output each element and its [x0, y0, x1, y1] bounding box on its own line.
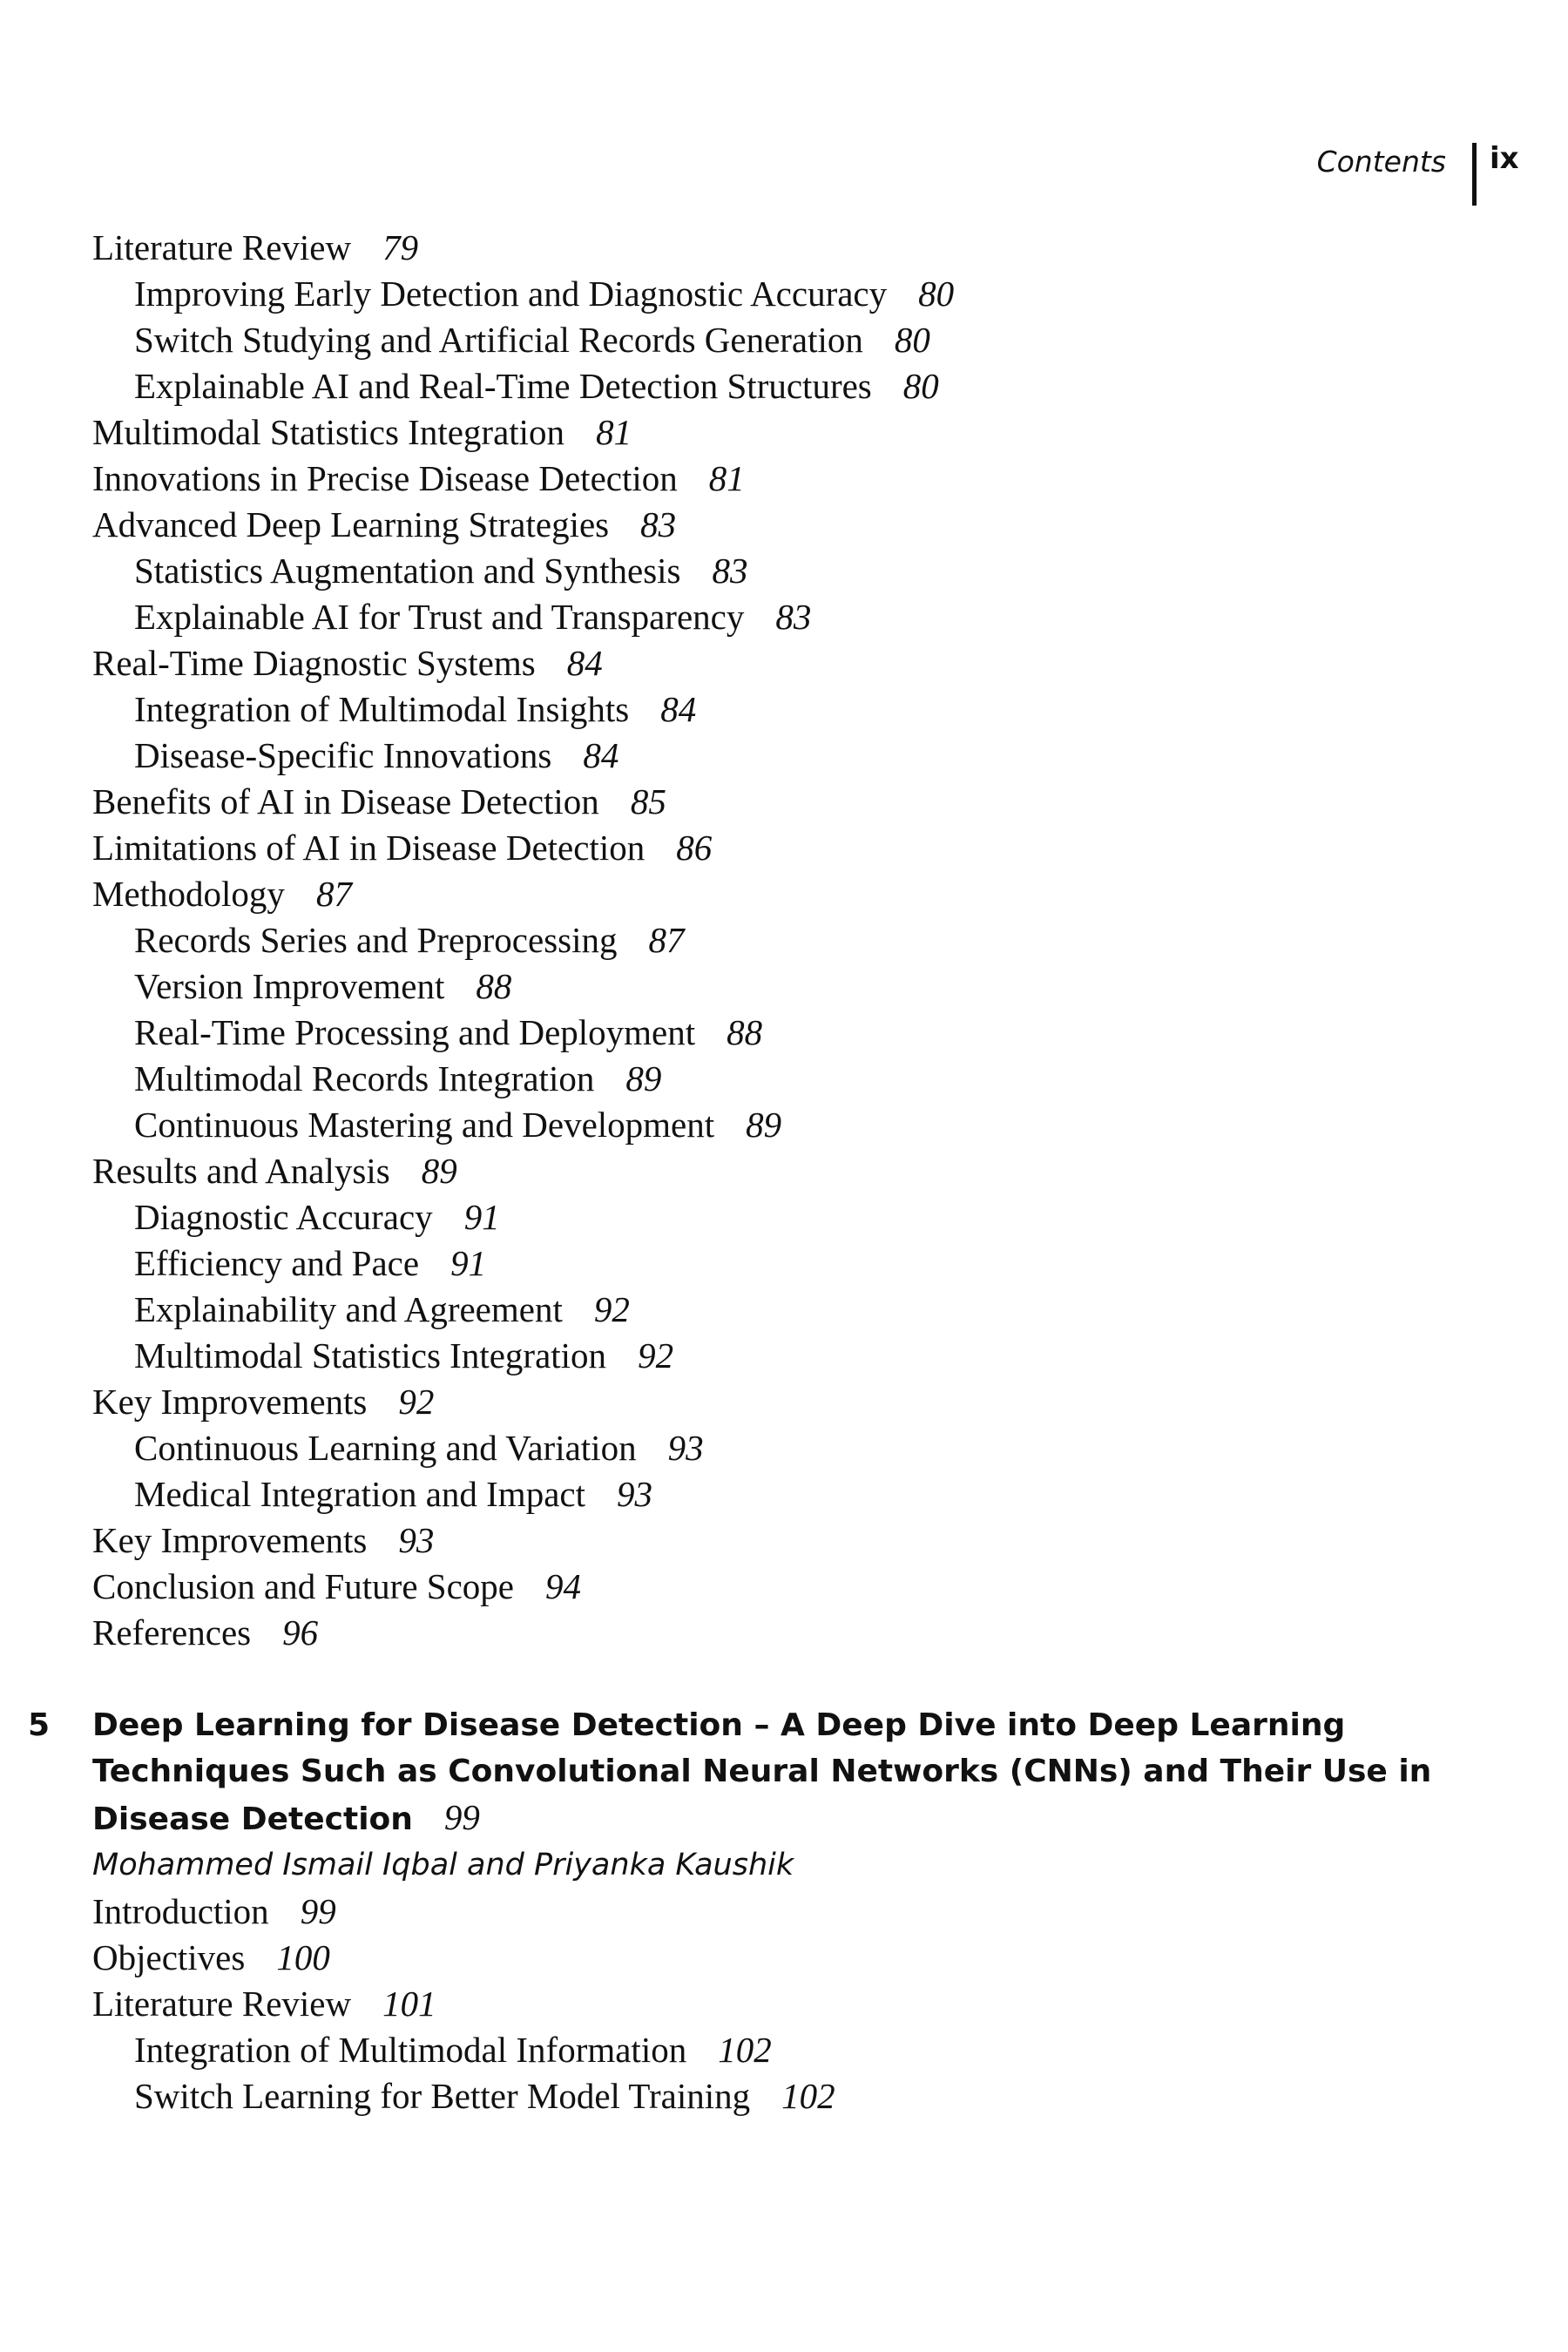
toc-entry[interactable] — [0, 1517, 1568, 1564]
toc-entry[interactable] — [0, 1935, 1568, 1981]
toc-entry[interactable] — [0, 1148, 1568, 1194]
toc-entry[interactable] — [0, 1379, 1568, 1425]
toc-entry-title: Multimodal Statistics Integration — [134, 1335, 607, 1375]
toc-entry[interactable] — [0, 225, 1568, 271]
toc-entry[interactable] — [0, 456, 1568, 502]
toc-entry-page: 91 — [450, 1243, 487, 1283]
toc-entry-title: Conclusion and Future Scope — [92, 1566, 514, 1606]
toc-entry-page: 101 — [382, 1984, 436, 2024]
toc-entry-title: Version Improvement — [134, 966, 445, 1006]
toc-entry-page: 89 — [746, 1105, 782, 1145]
toc-entry[interactable] — [0, 871, 1568, 917]
toc-entry-title: Explainable AI and Real-Time Detection Structures — [134, 366, 872, 406]
toc-entry-title: Innovations in Precise Disease Detection — [92, 458, 678, 498]
toc-subentry[interactable] — [0, 963, 1568, 1010]
toc-entry[interactable] — [0, 1981, 1568, 2027]
toc-entry-page: 92 — [638, 1335, 674, 1375]
toc-entry-page: 100 — [276, 1937, 330, 1977]
toc-entry-title: Integration of Multimodal Information — [134, 2030, 687, 2070]
toc-subentry[interactable] — [0, 686, 1568, 733]
toc-entry[interactable] — [0, 409, 1568, 456]
toc-entry-title: Multimodal Statistics Integration — [92, 412, 565, 452]
toc-entry-title: Objectives — [92, 1937, 246, 1977]
toc-subentry[interactable] — [0, 2073, 1568, 2119]
toc-entry-page: 102 — [718, 2030, 772, 2070]
chapter-spacer — [0, 1656, 1568, 1702]
toc-entry-page: 85 — [630, 781, 666, 821]
toc-entry-page: 80 — [918, 274, 955, 314]
toc-entry-title: Key Improvements — [92, 1520, 368, 1560]
toc-entry-title: Literature Review — [92, 1984, 352, 2024]
toc-entry-page: 94 — [544, 1566, 581, 1606]
table-of-contents — [0, 225, 1568, 2119]
running-header-section: Contents — [1316, 145, 1446, 179]
toc-entry-page: 96 — [282, 1612, 319, 1652]
toc-subentry[interactable] — [0, 1471, 1568, 1517]
toc-entry-title: Real-Time Processing and Deployment — [134, 1012, 696, 1052]
toc-entry-title: Explainability and Agreement — [134, 1289, 563, 1329]
toc-entry-title: Explainable AI for Trust and Transparency — [134, 597, 745, 637]
toc-entry-title: Improving Early Detection and Diagnostic Accuracy — [134, 274, 888, 314]
toc-entry-page: 88 — [476, 966, 512, 1006]
toc-entry-title: Real-Time Diagnostic Systems — [92, 643, 536, 683]
toc-entry-title: Diagnostic Accuracy — [134, 1197, 433, 1237]
toc-entry-page: 83 — [775, 597, 812, 637]
toc-entry[interactable] — [0, 1889, 1568, 1935]
toc-subentry[interactable] — [0, 363, 1568, 409]
toc-entry-page: 102 — [781, 2076, 835, 2116]
toc-entry-page: 92 — [398, 1382, 435, 1422]
toc-entry-title: Results and Analysis — [92, 1151, 390, 1191]
toc-entry-page: 93 — [398, 1520, 435, 1560]
toc-entry-title: Disease-Specific Innovations — [134, 735, 552, 775]
chapter-authors: Mohammed Ismail Iqbal and Priyanka Kaushik — [92, 1848, 794, 1882]
toc-subentry[interactable] — [0, 1240, 1568, 1287]
toc-entry-page: 80 — [894, 320, 930, 360]
toc-entry-title: Introduction — [92, 1891, 269, 1931]
toc-entries-chapter-5 — [0, 1889, 1568, 2119]
toc-entry-page: 84 — [660, 689, 697, 729]
toc-entry-page: 99 — [300, 1891, 336, 1931]
running-header-rule — [1472, 143, 1477, 206]
toc-subentry[interactable] — [0, 594, 1568, 640]
chapter-heading[interactable] — [0, 1702, 1451, 1842]
toc-subentry[interactable] — [0, 2027, 1568, 2073]
toc-entry-page: 87 — [648, 920, 685, 960]
toc-entry-page: 89 — [625, 1058, 662, 1098]
toc-subentry[interactable] — [0, 733, 1568, 779]
toc-entry[interactable] — [0, 502, 1568, 548]
toc-entry-page: 86 — [676, 828, 713, 868]
toc-entry-page: 81 — [596, 412, 632, 452]
toc-subentry[interactable] — [0, 917, 1568, 963]
toc-entry-page: 79 — [382, 227, 419, 267]
toc-entry-title: References — [92, 1612, 252, 1652]
toc-subentry[interactable] — [0, 1102, 1568, 1148]
toc-entry-title: Switch Learning for Better Model Training — [134, 2076, 751, 2116]
toc-entry-page: 84 — [566, 643, 603, 683]
toc-entry-page: 83 — [712, 551, 748, 591]
toc-entry-title: Benefits of AI in Disease Detection — [92, 781, 599, 821]
toc-entry-page: 87 — [315, 874, 352, 914]
toc-entry[interactable] — [0, 779, 1568, 825]
toc-subentry[interactable] — [0, 1194, 1568, 1240]
toc-entry-title: Continuous Mastering and Development — [134, 1105, 715, 1145]
chapter-number: 5 — [28, 1707, 51, 1743]
toc-entry-page: 93 — [667, 1428, 704, 1468]
toc-entry-page: 89 — [421, 1151, 457, 1191]
toc-entry-title: Integration of Multimodal Insights — [134, 689, 630, 729]
toc-entry-title: Key Improvements — [92, 1382, 368, 1422]
toc-entry-title: Literature Review — [92, 227, 352, 267]
toc-entry[interactable] — [0, 1564, 1568, 1610]
toc-entry-title: Efficiency and Pace — [134, 1243, 420, 1283]
toc-subentry[interactable] — [0, 1333, 1568, 1379]
running-header — [0, 139, 1568, 209]
toc-entry-page: 91 — [463, 1197, 500, 1237]
toc-entry-page: 83 — [640, 504, 677, 544]
page-number: ix — [1490, 141, 1519, 176]
toc-subentry[interactable] — [0, 548, 1568, 594]
chapter-title: Deep Learning for Disease Detection – A Deep Dive into Deep Learning Techniques Such as Convolutional Neural Networks (CNNs) and Their Use in Disease Detection — [92, 1707, 1432, 1837]
toc-entry-page: 92 — [593, 1289, 630, 1329]
toc-entries-chapter-4 — [0, 225, 1568, 1656]
toc-subentry[interactable] — [0, 1010, 1568, 1056]
toc-entry-page: 84 — [583, 735, 619, 775]
toc-entry[interactable] — [0, 1610, 1568, 1656]
toc-entry[interactable] — [0, 825, 1568, 871]
toc-subentry[interactable] — [0, 1425, 1568, 1471]
toc-entry-title: Records Series and Preprocessing — [134, 920, 618, 960]
toc-entry-title: Multimodal Records Integration — [134, 1058, 595, 1098]
toc-subentry[interactable] — [0, 1287, 1568, 1333]
toc-entry-title: Advanced Deep Learning Strategies — [92, 504, 610, 544]
toc-subentry[interactable] — [0, 271, 1568, 317]
toc-entry-title: Methodology — [92, 874, 285, 914]
toc-entry-title: Continuous Learning and Variation — [134, 1428, 637, 1468]
toc-entry-title: Statistics Augmentation and Synthesis — [134, 551, 681, 591]
toc-entry-page: 80 — [902, 366, 939, 406]
toc-entry-title: Limitations of AI in Disease Detection — [92, 828, 645, 868]
toc-entry-title: Medical Integration and Impact — [134, 1474, 585, 1514]
toc-entry-page: 81 — [708, 458, 745, 498]
toc-entry-page: 88 — [727, 1012, 763, 1052]
toc-entry[interactable] — [0, 640, 1568, 686]
chapter-page: 99 — [443, 1797, 480, 1837]
toc-subentry[interactable] — [0, 1056, 1568, 1102]
toc-subentry[interactable] — [0, 317, 1568, 363]
toc-entry-title: Switch Studying and Artificial Records Generation — [134, 320, 863, 360]
toc-entry-page: 93 — [617, 1474, 652, 1514]
